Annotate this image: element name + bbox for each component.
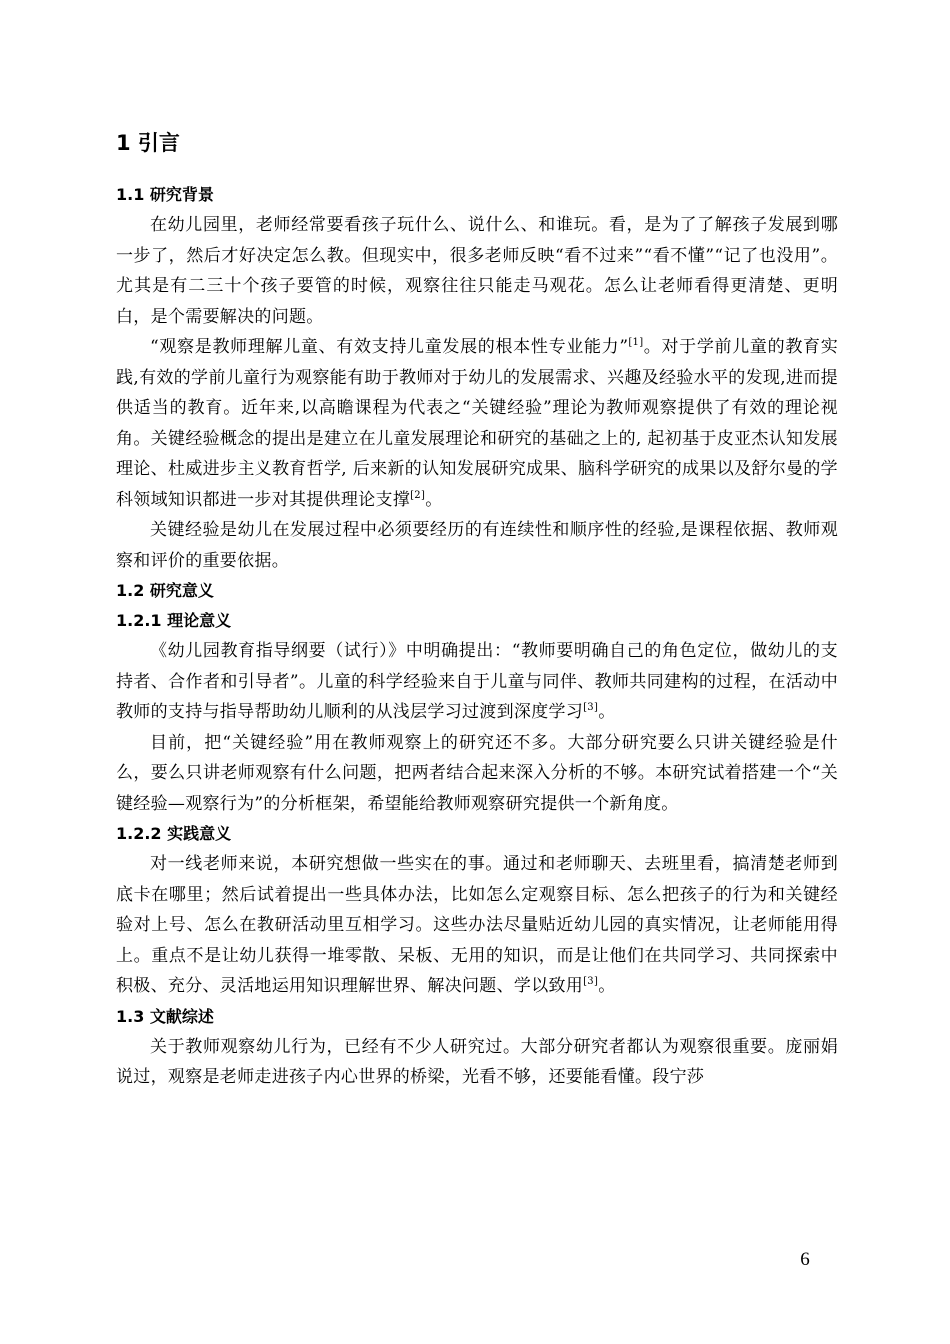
subsection-heading-1-2-2: 1.2.2 实践意义: [116, 824, 232, 843]
paragraph-text: 。: [598, 702, 616, 722]
chapter-heading: 1 引言: [116, 131, 180, 155]
citation-ref: [2]: [410, 489, 426, 501]
paragraph-text: 。对于学前儿童的教育实践,有效的学前儿童行为观察能有助于教师对于幼儿的发展需求、兴趣及经验水平的发现,进而提供适当的教育。近年来,以高瞻课程为代表之“关键经验”理论为教师观察提供了有效的理论视角。关键经验概念的提出是建立在儿童发展理论和研究的基础之上的, 起初基于皮亚杰认知发展理论、杜威进步主义教育哲学, 后来新的认知发展研究成果、脑科学研究的成果以及舒尔曼的学科领域知识都进一步对其提供理论支撑: [116, 337, 838, 510]
paragraph: 在幼儿园里，老师经常要看孩子玩什么、说什么、和谁玩。看，是为了了解孩子发展到哪一步了，然后才好决定怎么教。但现实中，很多老师反映“看不过来”“看不懂”“记了也没用”。尤其是有二三十个孩子要管的时候，观察往往只能走马观花。怎么让老师看得更清楚、更明白，是个需要解决的问题。: [116, 215, 838, 327]
paragraph: [116, 636, 838, 728]
paragraph-text: “观察是教师理解儿童、有效支持儿童发展的根本性专业能力”: [150, 337, 629, 357]
paragraph-text: 。: [425, 489, 443, 510]
section-heading-1-2: 1.2 研究意义: [116, 581, 214, 600]
paragraph: 关键经验是幼儿在发展过程中必须要经历的有连续性和顺序性的经验,是课程依据、教师观察和评价的重要依据。: [116, 520, 838, 571]
section-heading-1-1: 1.1 研究背景: [116, 185, 214, 204]
paragraph-text: 《幼儿园教育指导纲要（试行）》中明确提出：“教师要明确自己的角色定位，做幼儿的支持者、合作者和引导者”。儿童的科学经验来自于儿童与同伴、教师共同建构的过程，在活动中教师的支持与指导帮助幼儿顺利的从浅层学习过渡到深度学习: [116, 641, 838, 722]
citation-ref: [1]: [628, 337, 644, 348]
paragraph-text: 。: [598, 976, 616, 996]
subsection-heading-1-2-1: 1.2.1 理论意义: [116, 611, 232, 630]
section-heading-1-3: 1.3 文献综述: [116, 1006, 214, 1026]
paragraph: 目前，把“关键经验”用在教师观察上的研究还不多。大部分研究要么只讲关键经验是什么，要么只讲老师观察有什么问题，把两者结合起来深入分析的不够。本研究试着搭建一个“关键经验—观察行为”的分析框架，希望能给教师观察研究提供一个新角度。: [116, 732, 838, 814]
citation-ref: [3]: [583, 976, 599, 987]
page-content: [116, 128, 838, 1093]
citation-ref: [3]: [583, 702, 599, 713]
paragraph: [116, 849, 838, 1002]
paragraph-text: 对一线老师来说，本研究想做一些实在的事。通过和老师聊天、去班里看，搞清楚老师到底卡在哪里；然后试着提出一些具体办法，比如怎么定观察目标、怎么把孩子的行为和关键经验对上号、怎么在教研活动里互相学习。这些办法尽量贴近幼儿园的真实情况，让老师能用得上。重点不是让幼儿获得一堆零散、呆板、无用的知识，而是让他们在共同学习、共同探索中积极、充分、灵活地运用知识理解世界、解决问题、学以致用: [116, 854, 838, 996]
paragraph: [116, 332, 838, 515]
page-number: 6: [800, 1249, 810, 1270]
paragraph: 关于教师观察幼儿行为，已经有不少人研究过。大部分研究者都认为观察很重要。庞丽娟说过，观察是老师走进孩子内心世界的桥梁，光看不够，还要能看懂。段宁莎: [116, 1036, 838, 1087]
